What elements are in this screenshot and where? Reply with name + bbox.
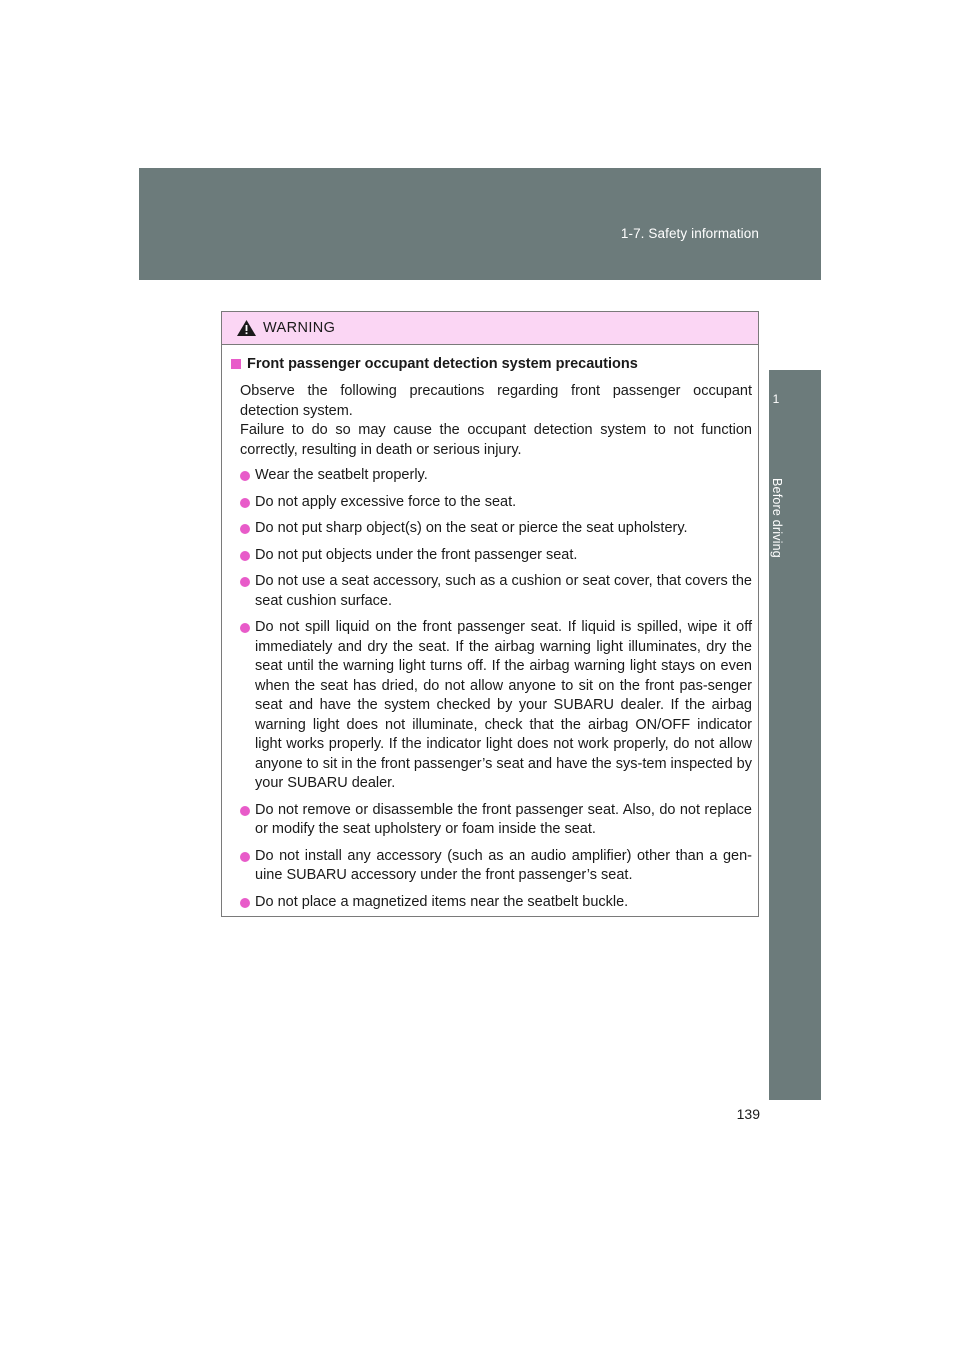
intro-line: Observe the following precautions regarding front passenger occupant detection system. (240, 383, 752, 419)
list-item-text: Do not place a magnetized items near the seatbelt buckle. (255, 893, 629, 910)
round-bullet-icon (240, 623, 250, 633)
list-item (240, 546, 752, 566)
warning-triangle-icon (236, 319, 257, 337)
list-item (240, 618, 752, 794)
list-item-text: Wear the seatbelt properly. (255, 467, 428, 483)
section-heading-text: Front passenger occupant detection system precautions (247, 356, 638, 372)
round-bullet-icon (240, 498, 250, 508)
round-bullet-icon (240, 524, 250, 534)
list-item-text: Do not install any accessory (such as an audio amplifier) other than a gen-uine SUBARU accessory under the front passenger’s seat. (255, 847, 752, 883)
round-bullet-icon (240, 471, 250, 481)
intro-line: Failure to do so may cause the occupant detection system to not function correctly, resulting in death or serious injury. (240, 422, 752, 458)
section-heading (231, 354, 752, 374)
list-item-text: Do not apply excessive force to the seat. (255, 493, 517, 510)
list-item (240, 847, 752, 886)
chapter-label: Before driving (770, 478, 784, 558)
page-number: 139 (736, 1106, 760, 1122)
square-bullet-icon (231, 359, 241, 369)
list-item (240, 466, 752, 486)
list-item-text: Do not use a seat accessory, such as a cushion or seat cover, that covers the seat cushion surface. (255, 573, 752, 609)
chapter-number: 1 (772, 392, 780, 406)
list-item-text: Do not put sharp object(s) on the seat or pierce the seat upholstery. (255, 520, 688, 536)
list-item (240, 801, 752, 840)
warning-box (221, 311, 759, 917)
warning-title: WARNING (263, 320, 336, 336)
round-bullet-icon (240, 806, 250, 816)
round-bullet-icon (240, 852, 250, 862)
section-title: 1-7. Safety information (620, 226, 759, 241)
round-bullet-icon (240, 577, 250, 587)
list-item (240, 893, 752, 913)
warning-header (222, 312, 758, 345)
list-item-text: Do not spill liquid on the front passenger seat. If liquid is spilled, wipe it off immediately and dry the seat. If the airbag warning light illuminates, dry the seat until the warning light turns off. If the airbag warning light stays on even when the seat has dried, do not allow anyone to sit on the front pas-senger seat and have the system checked by your SUBARU dealer. If the airbag warning light does not illuminate, check that the airbag ON/OFF indicator light works properly. If the indicator light does not work properly, do not allow anyone to sit in the front passenger’s seat and have the sys-tem inspected by your SUBARU dealer. (255, 619, 752, 791)
list-item (240, 519, 752, 539)
intro-paragraph (240, 382, 752, 460)
list-item (240, 493, 752, 513)
header-band (139, 168, 821, 280)
precaution-list (240, 466, 752, 912)
list-item-text: Do not remove or disassemble the front passenger seat. Also, do not replace or modify the seat upholstery or foam inside the seat. (255, 801, 752, 837)
list-item-text: Do not put objects under the front passenger seat. (255, 546, 578, 563)
round-bullet-icon (240, 551, 250, 561)
round-bullet-icon (240, 898, 250, 908)
warning-body (222, 345, 758, 912)
list-item (240, 572, 752, 611)
